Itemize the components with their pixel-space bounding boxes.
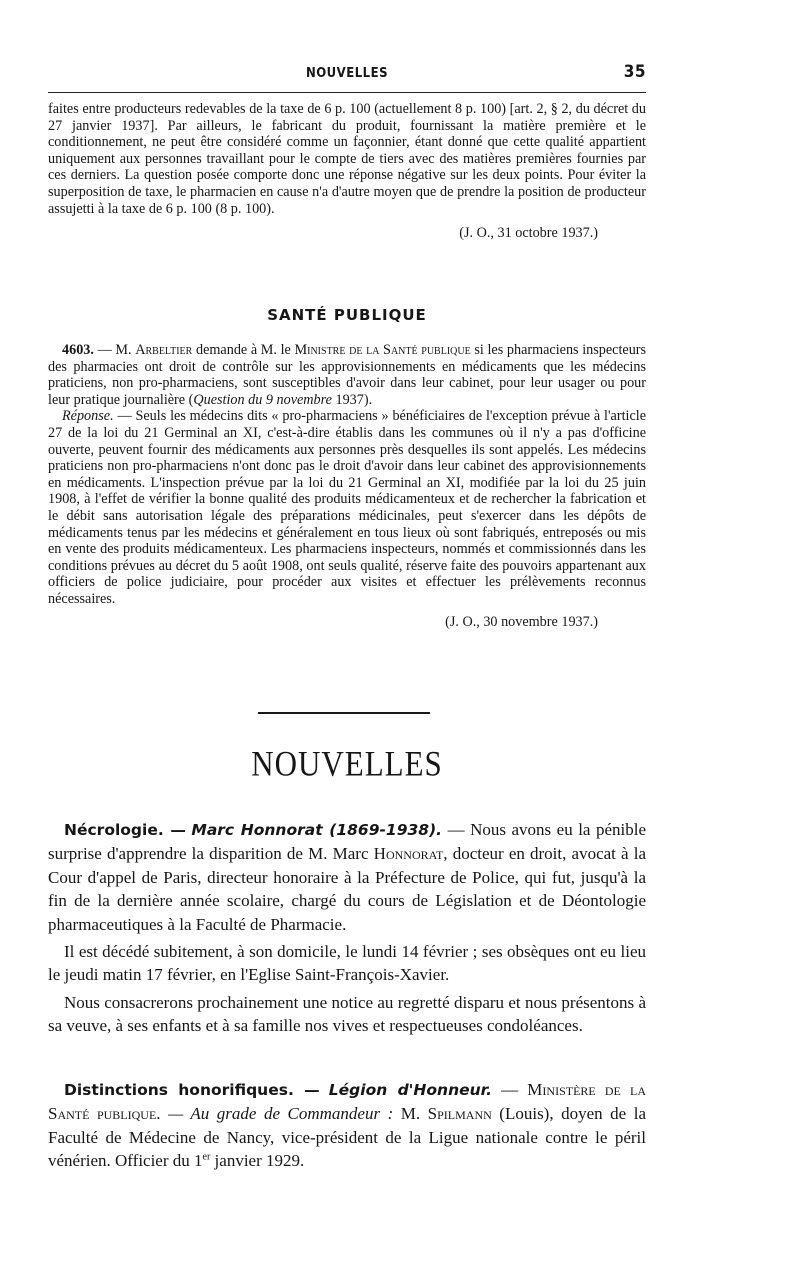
continued-answer-text: faites entre producteurs redevables de la taxe de 6 p. 100 (actuellement 8 p. 100) [art. 2, § 2, du décret du 27 janvier 1937]. Par ailleurs, le fabricant du produit, fournissant la matière première et le conditionnement, ne peut être considéré comme un façonnier, étant donné que cette qualité appartient uniquement aux personnes travaillant pour le compte de tiers avec des matières premières fournies par ces derniers. La question posée comporte donc une réponse négative sur les deux points. Pour éviter la superposition de taxe, le pharmacien en cause n'a d'autre moyen que de prendre la position de producteur assujetti à la taxe de 6 p. 100 (8 p. 100). <box>48 101 646 217</box>
running-title: NOUVELLES <box>305 66 389 81</box>
necrologie-paragraph-2: Il est décédé subitement, à son domicile, le lundi 14 février ; ses obsèques ont eu lieu le jeudi matin 17 février, en l'Eglise Saint-François-Xavier. <box>48 942 646 985</box>
ministry-name: Ministre de la Santé publique <box>294 342 471 358</box>
question-4603 <box>48 342 646 630</box>
spilmann-name: Spilmann <box>427 1104 492 1124</box>
nouvelles-title: NOUVELLES <box>251 743 443 784</box>
necrologie-paragraph-1: Nécrologie. — Marc Honnorat (1869-1938). — Nous avons eu la pénible surprise d'apprendre la disparition de M. Marc Honnorat, docteur en droit, avocat à la Cour d'appel de Paris, directeur honoraire à la Préfecture de Police, qui fut, jusqu'à la fin de la dernière année scolaire, chargé du cours de Législation et de Déontologie pharmaceutiques à la Faculté de Pharmacie. <box>48 820 647 934</box>
section-separator <box>258 712 430 714</box>
deputy-name: Arbeltier <box>135 342 193 358</box>
reponse-paragraph <box>48 408 646 607</box>
continued-answer <box>48 101 646 242</box>
necrologie-name: Marc Honnorat (1869-1938). <box>191 821 443 839</box>
distinctions-section <box>48 1078 646 1177</box>
grade-label: — Au grade de Commandeur : <box>168 1104 394 1124</box>
question-paragraph: 4603. — M. Arbeltier demande à M. le Ministre de la Santé publique si les pharmaciens inspecteurs des pharmacies ont droit de contrôle sur les approvisionnements en médicaments que les médecins praticiens, non pro-pharmaciens, sont susceptibles d'avoir dans leur cabinet, pour leur usager ou pour leur pratique journalière (Question du 9 novembre 1937). <box>48 342 647 408</box>
necrologie-paragraph-3: Nous consacrerons prochainement une notice au regretté disparu et nous présentons à sa veuve, à ses enfants et à sa famille nos vives et respectueuses condoléances. <box>48 992 646 1036</box>
page-number: 35 <box>623 62 646 82</box>
page-header <box>48 62 646 86</box>
source-citation: (J. O., 31 octobre 1937.) <box>459 225 598 242</box>
legion-label: Légion d'Honneur. <box>328 1081 492 1099</box>
ministry-line: — Ministère de la Santé publique. <box>48 1080 647 1124</box>
necrologie-label: Nécrologie. — <box>64 821 186 839</box>
question-date: Question du 9 novembre <box>193 391 332 408</box>
honnorat-name: Honnorat <box>373 844 444 864</box>
section-heading-sante-publique: SANTÉ PUBLIQUE <box>267 306 427 324</box>
question-number: 4603. <box>62 342 94 358</box>
header-rule <box>48 92 646 93</box>
reponse-text: — Seuls les médecins dits « pro-pharmaciens » bénéficiaires de l'exception prévue à l'article 27 de la loi du 21 Germinal an XI, c'est-à-dire établis dans les communes où il n'y a pas d'officine ouverte, peuvent fournir des médicaments aux personnes près desquelles ils sont appelés. Les médecins praticiens non pro-pharmaciens n'ont donc pas le droit d'avoir dans leur cabinet des approvisionnements en médicaments. L'inspection prévue par la loi du 21 Germinal an XI, modifiée par la loi du 25 juin 1908, à l'effet de vérifier la bonne qualité des produits médicamenteux et de rechercher la fabrication et le débit sans autorisation légale des préparations médicinales, peut s'exercer dans les dépôts de médicaments tenus par les médecins et généralement en tous lieux où sont fabriqués, entreposés ou mis en vente des produits médicamenteux. Les pharmaciens inspecteurs, nommés et commissionnés dans les conditions prévues au décret du 5 août 1908, ont seuls qualité, réserve faite des pouvoirs appartenant aux officiers de police judiciaire, pour procéder aux visites et effectuer les prélèvements reconnus nécessaires. <box>48 408 646 607</box>
distinctions-label: Distinctions honorifiques. — <box>64 1081 320 1099</box>
reponse-label: Réponse. <box>62 408 114 425</box>
source-citation: (J. O., 30 novembre 1937.) <box>445 613 598 630</box>
distinctions-paragraph: Distinctions honorifiques. — Légion d'Honneur. — Ministère de la Santé publique. — Au grade de Commandeur : M. Spilmann (Louis), doyen de la Faculté de Médecine de Nancy, vice-président de la Ligue nationale contre le péril vénérien. Officier du 1er janvier 1929. <box>48 1080 647 1171</box>
necrologie-section <box>48 818 646 1042</box>
